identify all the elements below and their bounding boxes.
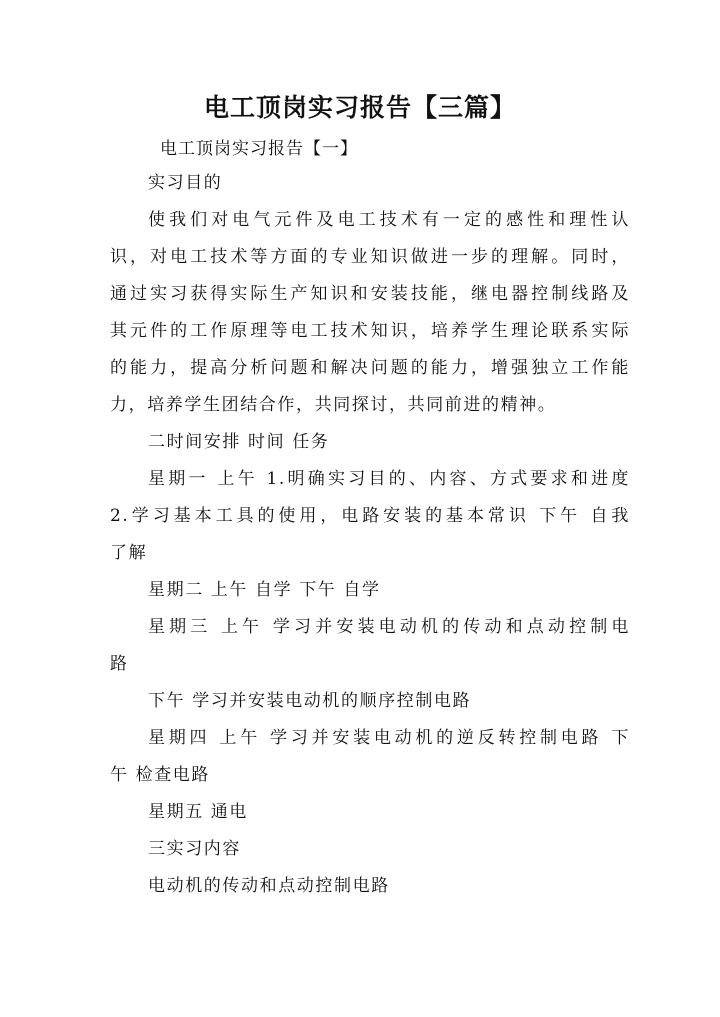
- paragraph-line: 其元件的工作原理等电工技术知识，培养学生理论联系实际: [110, 321, 630, 341]
- paragraph-line: 通过实习获得实际生产知识和安装技能，继电器控制线路及: [110, 284, 630, 304]
- document-title: 电工顶岗实习报告【三篇】: [203, 93, 516, 122]
- paragraph-line: 的能力，提高分析问题和解决问题的能力，增强独立工作能: [110, 358, 630, 378]
- heading-content: 三实习内容: [148, 839, 241, 859]
- schedule-line: 午 检查电路: [110, 765, 211, 785]
- paragraph-line: 力，培养学生团结合作，共同探讨，共同前进的精神。: [110, 395, 557, 415]
- heading-schedule: 二时间安排 时间 任务: [148, 432, 330, 452]
- schedule-line: 星期一 上午 1.明确实习目的、内容、方式要求和进度: [148, 469, 630, 489]
- paragraph-line: 使我们对电气元件及电工技术有一定的感性和理性认: [148, 210, 630, 230]
- paragraph-line: 识，对电工技术等方面的专业知识做进一步的理解。同时，: [110, 247, 630, 267]
- schedule-line: 星期四 上午 学习并安装电动机的逆反转控制电路 下: [148, 728, 630, 748]
- schedule-line: 星期五 通电: [148, 802, 249, 822]
- heading-purpose: 实习目的: [148, 173, 223, 193]
- schedule-line: 星期二 上午 自学 下午 自学: [148, 580, 381, 600]
- content-line: 电动机的传动和点动控制电路: [148, 876, 390, 896]
- schedule-line: 路: [110, 654, 129, 674]
- schedule-line: 星期三 上午 学习并安装电动机的传动和点动控制电: [148, 617, 630, 637]
- schedule-line: 2.学习基本工具的使用，电路安装的基本常识 下午 自我: [110, 506, 630, 526]
- section-subtitle: 电工顶岗实习报告【一】: [160, 139, 358, 159]
- schedule-line: 下午 学习并安装电动机的顺序控制电路: [148, 691, 472, 711]
- schedule-line: 了解: [110, 543, 148, 563]
